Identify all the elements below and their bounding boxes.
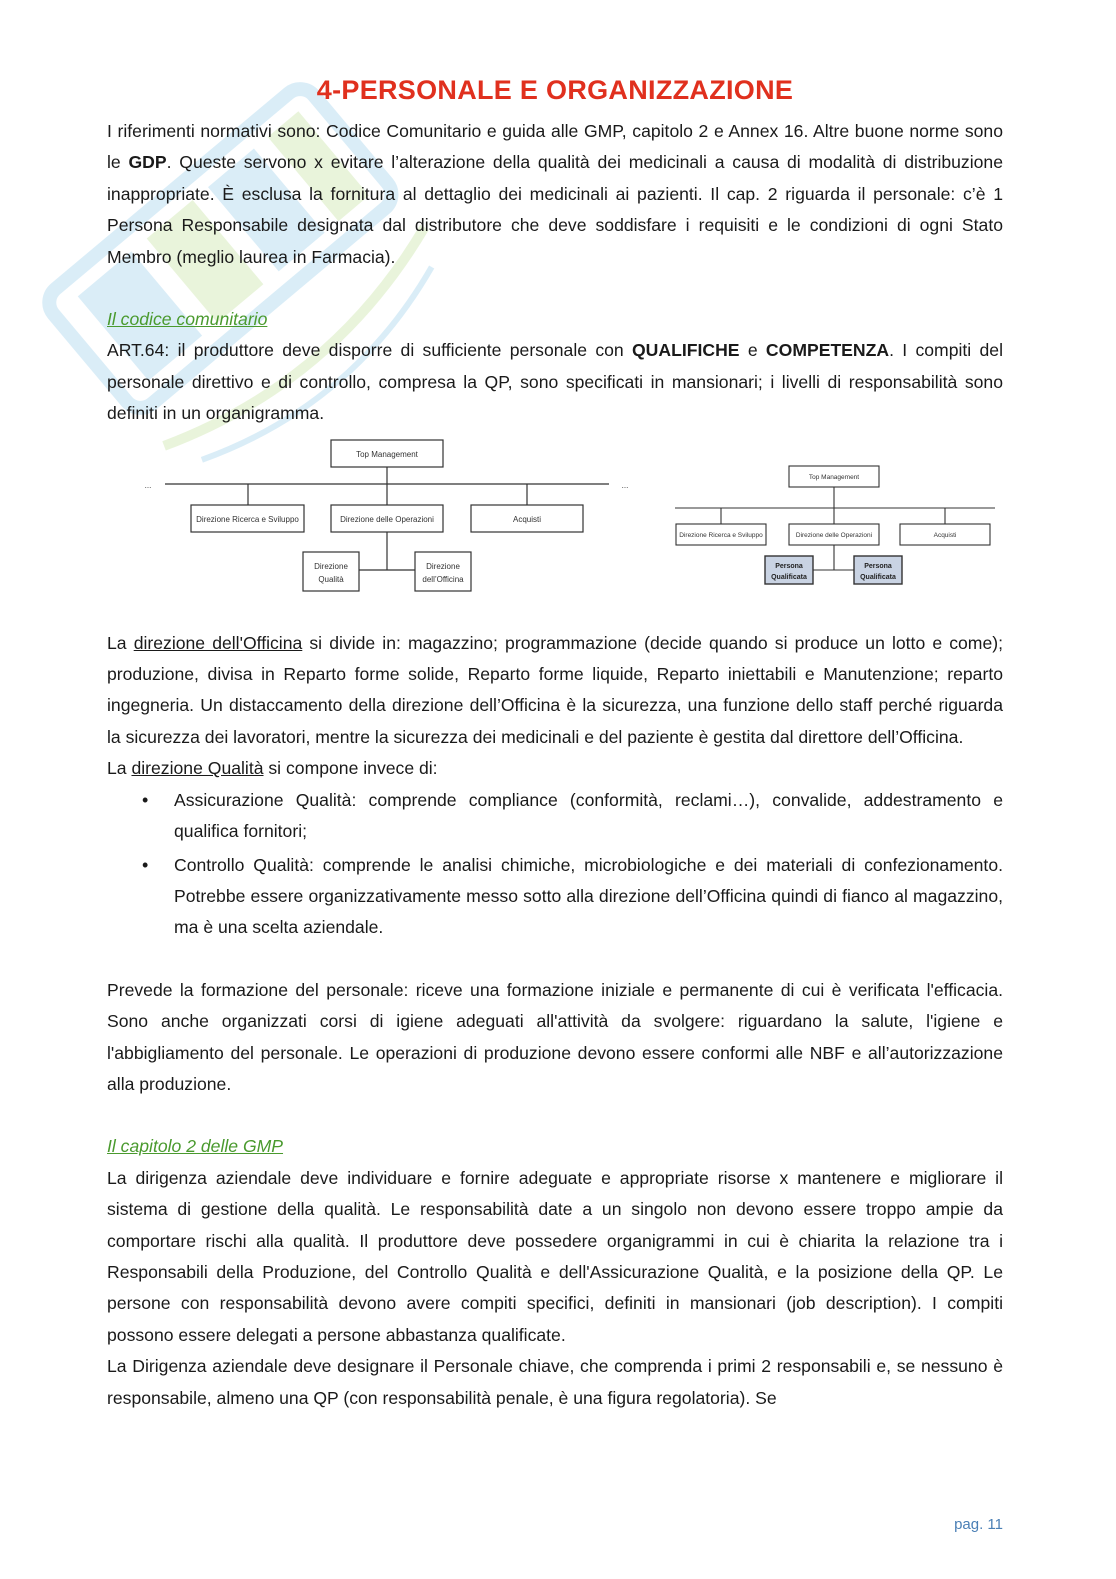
right-label-qp2b: Qualificata	[860, 573, 896, 581]
left-label-o1: Direzione	[426, 561, 460, 571]
officina-underlined: direzione dell'Officina	[133, 632, 303, 653]
section-heading-codice: Il codice comunitario	[107, 309, 268, 330]
org-charts	[107, 432, 1003, 618]
left-label-rd: Direzione Ricerca e Sviluppo	[196, 514, 299, 524]
formazione-paragraph: Prevede la formazione del personale: riceve una formazione iniziale e permanente di cui è verificata l'efficacia. Sono anche organizzati corsi di igiene adeguati all'attività da svolgere: riguardano la salute, l'igiene e l'abbigliamento del personale. Le operazioni di produzione devono essere conformi alle NBF e all’autorizzazione alla produzione.	[107, 979, 1003, 1094]
gmp-paragraph-1: La dirigenza aziendale deve individuare e fornire adeguate e appropriate risorse x mantenere e migliorare il sistema di gestione della qualità. Le responsabilità date a un singolo non devono essere troppo ampie da comportare rischi alla qualità. Il produttore deve possedere organigrammi in cui è chiarita la relazione tra i Responsabili della Produzione, del Controllo Qualità e dell'Assicurazione Qualità, e la posizione della QP. Le persone con responsabilità devono avere compiti specifici, definiti in mansionari (job description). I compiti possono essere delegati a persone abbastanza qualificate.	[107, 1167, 1003, 1345]
section-heading-gmp: Il capitolo 2 delle GMP	[107, 1136, 284, 1157]
right-label-ops: Direzione delle Operazioni	[795, 531, 873, 539]
left-dots-r: ...	[621, 480, 629, 490]
intro-bold-gdp: GDP	[128, 152, 167, 173]
intro-text-1: I riferimenti normativi sono: Codice Comunitario e guida alle GMP, capitolo 2 e Annex 16. Altre buone norme sono le	[107, 121, 1003, 173]
art64-paragraph	[107, 335, 1003, 429]
left-box-qualita	[303, 552, 359, 591]
left-label-top: Top Management	[356, 449, 418, 459]
qualita-underlined: direzione Qualità	[131, 758, 264, 779]
right-label-qp2a: Persona	[864, 562, 892, 570]
page-title: 4-PERSONALE E ORGANIZZAZIONE	[316, 75, 794, 105]
left-label-acq: Acquisti	[512, 514, 542, 524]
list-item: • Controllo Qualità: comprende le analisi chimiche, microbiologiche e dei materiali di confezionamento. Potrebbe essere organizzativamente messo sotto alla direzione dell’Officina quindi di fianco al magazzino, ma è una scelta aziendale.	[174, 850, 1003, 944]
intro-text-2: . Queste servono x evitare l’alterazione della qualità dei medicinali a causa di modalità di distribuzione inappropriate. È esclusa la fornitura al dettaglio dei medicinali ai pazienti. Il cap. 2 riguarda il personale: c’è 1 Persona Responsabile designata dal distributore che deve soddisfare i requisiti e le condizioni di ogni Stato Membro (meglio laurea in Farmacia).	[107, 152, 1003, 267]
right-label-qp1a: Persona	[775, 562, 803, 570]
art64-bold-competenza: COMPETENZA	[765, 340, 890, 361]
art64-text-2: e	[739, 340, 766, 361]
org-chart-left	[141, 432, 641, 618]
intro-paragraph	[107, 116, 1003, 273]
left-label-q1: Direzione	[314, 561, 348, 571]
right-label-top: Top Management	[808, 473, 860, 481]
officina-paragraph	[107, 628, 1003, 754]
gmp-paragraph-2: La Dirigenza aziendale deve designare il Personale chiave, che comprenda i primi 2 responsabili e, se nessuno è responsabile, almeno una QP (con responsabilità penale, è una figura regolatoria). Se	[107, 1356, 1003, 1408]
org-chart-right	[673, 432, 999, 618]
right-label-acq: Acquisti	[933, 531, 957, 539]
qualita-text-2: si compone invece di:	[263, 758, 438, 779]
page-content	[107, 70, 1003, 1414]
left-label-ops: Direzione delle Operazioni	[340, 514, 434, 524]
qualita-intro	[107, 753, 1003, 784]
officina-text-2: si divide in: magazzino; programmazione (decide quando si produce un lotto e come); produzione, divisa in Reparto forme solide, Reparto forme liquide, Reparto iniettabili e Manutenzione; reparto ingegneria. Un distaccamento della direzione dell’Officina è la sicurezza, una funzione dello staff perché riguarda la sicurezza dei lavoratori, mentre la sicurezza dei medicinali e del paziente è gestita dal direttore dell’Officina.	[107, 632, 1003, 747]
officina-text-1: La	[107, 632, 134, 653]
left-label-o2: dell’Officina	[422, 574, 464, 584]
right-label-rd: Direzione Ricerca e Sviluppo	[679, 531, 763, 539]
art64-text-3: . I compiti del personale direttivo e di controllo, compresa la QP, sono specificati in mansionari; i livelli di responsabilità sono definiti in un organigramma.	[107, 340, 1003, 424]
left-label-q2: Qualità	[318, 574, 344, 584]
left-dots-l: ...	[144, 480, 152, 490]
list-item: • Assicurazione Qualità: comprende compliance (conformità, reclami…), convalide, addestramento e qualifica fornitori;	[174, 785, 1003, 848]
art64-bold-qualifiche: QUALIFICHE	[632, 340, 740, 361]
right-label-qp1b: Qualificata	[771, 573, 807, 581]
art64-text-1: ART.64: il produttore deve disporre di sufficiente personale con	[107, 340, 632, 361]
qualita-list	[107, 785, 1003, 944]
left-box-officina	[415, 552, 471, 591]
qualita-text-1: La	[107, 758, 132, 779]
page-number: pag. 11	[954, 1516, 1003, 1533]
